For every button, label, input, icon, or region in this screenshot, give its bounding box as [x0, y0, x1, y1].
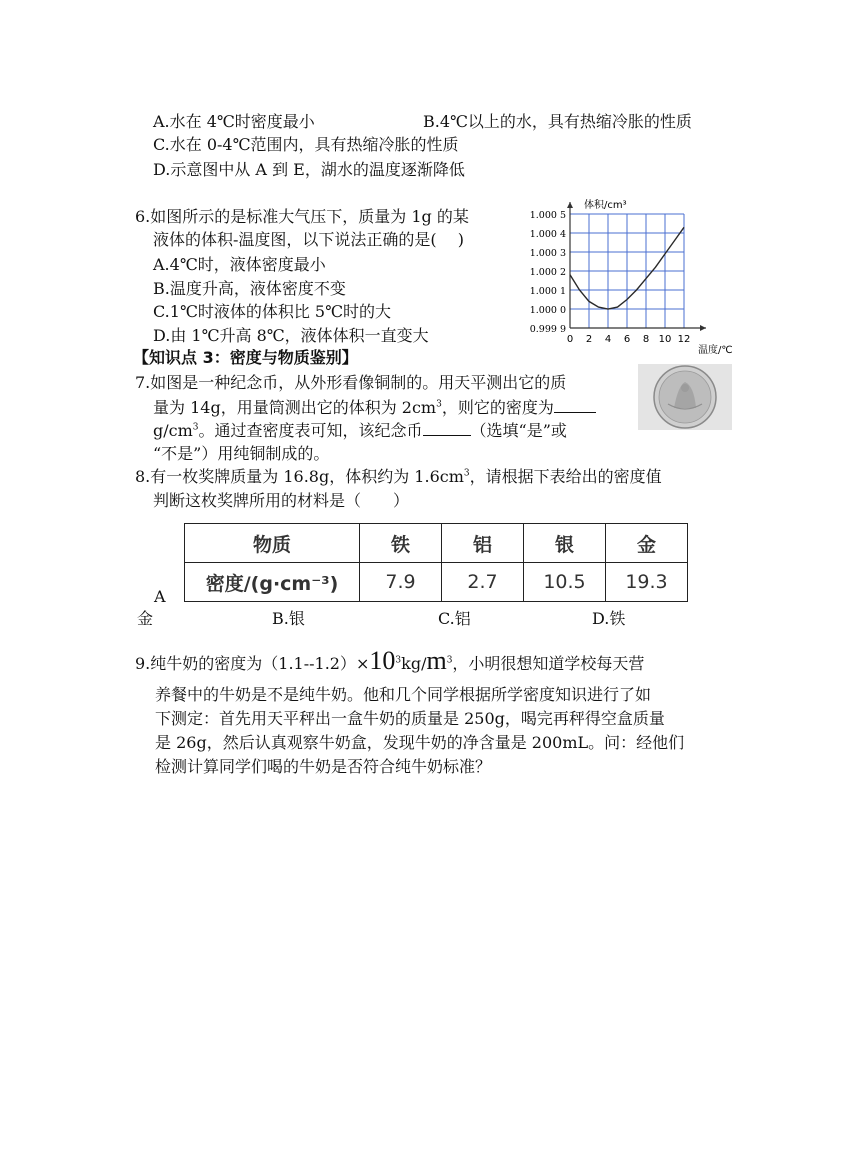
q8-stem-line1 [135, 466, 662, 488]
q9-stem-line5: 检测计算同学们喝的牛奶是否符合纯牛奶标准？ [155, 757, 492, 776]
table-cell: 银 [524, 524, 606, 563]
commemorative-coin-image [638, 364, 732, 430]
x-tick-label: 12 [677, 334, 691, 345]
q8-option-b: B.银 [272, 609, 305, 628]
table-cell: 物质 [185, 524, 360, 563]
y-tick-label: 1.000 0 [529, 305, 566, 316]
q9-stem-line4: 是 26g，然后认真观察牛奶盒，发现牛奶的净含量是 200mL。问：经他们 [155, 733, 685, 752]
q7-exponent: 3 [436, 399, 442, 410]
chart-axes [567, 202, 706, 331]
q8-text: ，请根据下表给出的密度值 [469, 467, 662, 486]
y-axis-arrow [567, 202, 573, 208]
table-cell: 铁 [360, 524, 442, 563]
q8-option-d: D.铁 [592, 609, 626, 628]
q6-stem-line1: 6.如图所示的是标准大气压下，质量为 1g 的某 [135, 207, 469, 226]
x-tick-label: 4 [604, 334, 612, 345]
q7-text: 量为 14g，用量筒测出它的体积为 2cm [153, 398, 437, 417]
q6-stem-line2: 液体的体积-温度图，以下说法正确的是( ) [153, 230, 464, 249]
x-tick-label: 8 [642, 334, 650, 345]
table-cell: 10.5 [524, 563, 606, 602]
y-tick-label: 1.000 3 [529, 248, 566, 259]
table-cell: 19.3 [606, 563, 688, 602]
q9-text: ，小明很想知道学校每天营 [452, 654, 645, 673]
q6-option-a: A.4℃时，液体密度最小 [153, 255, 326, 274]
answer-blank-material[interactable] [423, 419, 471, 436]
q8-option-a-letter: A [154, 587, 166, 606]
q6-option-b: B.温度升高，液体密度不变 [153, 279, 346, 298]
x-axis-label: 温度/℃ [698, 345, 733, 354]
q9-stem-line3: 下测定：首先用天平秤出一盒牛奶的质量是 250g，喝完再秤得空盒质量 [155, 709, 665, 728]
x-tick-label: 10 [658, 334, 672, 345]
chart-tick-labels [530, 210, 691, 345]
q7-stem-line3 [153, 419, 567, 442]
q5-option-d: D.示意图中从 A 到 E，湖水的温度逐渐降低 [153, 160, 465, 179]
q8-option-a-text: 金 [137, 609, 154, 628]
q9-unit-m: m [426, 646, 447, 675]
density-table [184, 523, 688, 602]
y-tick-label: 1.000 2 [529, 267, 566, 278]
q6-option-d: D.由 1℃升高 8℃，液体体积一直变大 [153, 326, 429, 345]
q6-option-c: C.1℃时液体的体积比 5℃时的大 [153, 302, 392, 321]
x-axis-arrow [700, 325, 706, 331]
q7-stem-line1: 7.如图是一种纪念币，从外形看像铜制的。用天平测出它的质 [135, 373, 567, 392]
chart-grid [570, 214, 684, 328]
q7-stem-line2 [153, 396, 596, 419]
q7-stem-line4: “不是”）用纯铜制成的。 [153, 444, 330, 463]
q9-exponent: 3 [395, 655, 402, 666]
q8-option-c: C.铝 [438, 609, 471, 628]
q9-ten: 10 [369, 646, 396, 675]
q8-exponent: 3 [463, 468, 470, 479]
table-cell: 密度/(g·cm⁻³) [185, 563, 360, 602]
q9-stem-line2: 养餐中的牛奶是不是纯牛奶。他和几个同学根据所学密度知识进行了如 [155, 685, 652, 704]
y-tick-label: 0.999 9 [529, 324, 566, 335]
section-heading-3: 【知识点 3：密度与物质鉴别】 [133, 348, 358, 367]
y-tick-label: 1.000 5 [529, 210, 566, 221]
q7-text: ，则它的密度为 [441, 398, 554, 417]
q5-option-a: A.水在 4℃时密度最小 [153, 112, 315, 131]
q9-exponent: 3 [446, 655, 453, 666]
q7-exponent: 3 [192, 422, 199, 433]
q9-text: 9.纯牛奶的密度为（1.1--1.2）× [135, 654, 370, 673]
y-tick-label: 1.000 4 [529, 229, 566, 240]
q5-option-c: C.水在 0-4℃范围内，具有热缩冷胀的性质 [153, 135, 459, 154]
q7-text: （选填“是”或 [470, 421, 567, 440]
volume-temperature-chart [522, 198, 754, 354]
y-tick-label: 1.000 1 [529, 286, 566, 297]
x-tick-label: 0 [566, 334, 574, 345]
table-cell: 7.9 [360, 563, 442, 602]
table-header-row [185, 524, 688, 563]
answer-blank-density[interactable] [554, 396, 596, 413]
table-row [185, 563, 688, 602]
q7-unit: g/cm [153, 421, 193, 440]
q9-unit: kg/ [401, 654, 427, 673]
q7-text: 。通过查密度表可知，该纪念币 [198, 421, 423, 440]
q5-option-b: B.4℃以上的水，具有热缩冷胀的性质 [423, 112, 692, 131]
table-cell: 铝 [442, 524, 524, 563]
y-axis-label: 体积/cm³ [584, 200, 627, 211]
x-tick-label: 2 [585, 334, 593, 345]
q8-stem-line2: 判断这枚奖牌所用的材料是（ ） [153, 491, 410, 510]
q8-text: 8.有一枚奖牌质量为 16.8g，体积约为 1.6cm [135, 467, 464, 486]
table-cell: 2.7 [442, 563, 524, 602]
x-tick-label: 6 [623, 334, 631, 345]
q9-stem-line1 [135, 646, 644, 679]
table-cell: 金 [606, 524, 688, 563]
